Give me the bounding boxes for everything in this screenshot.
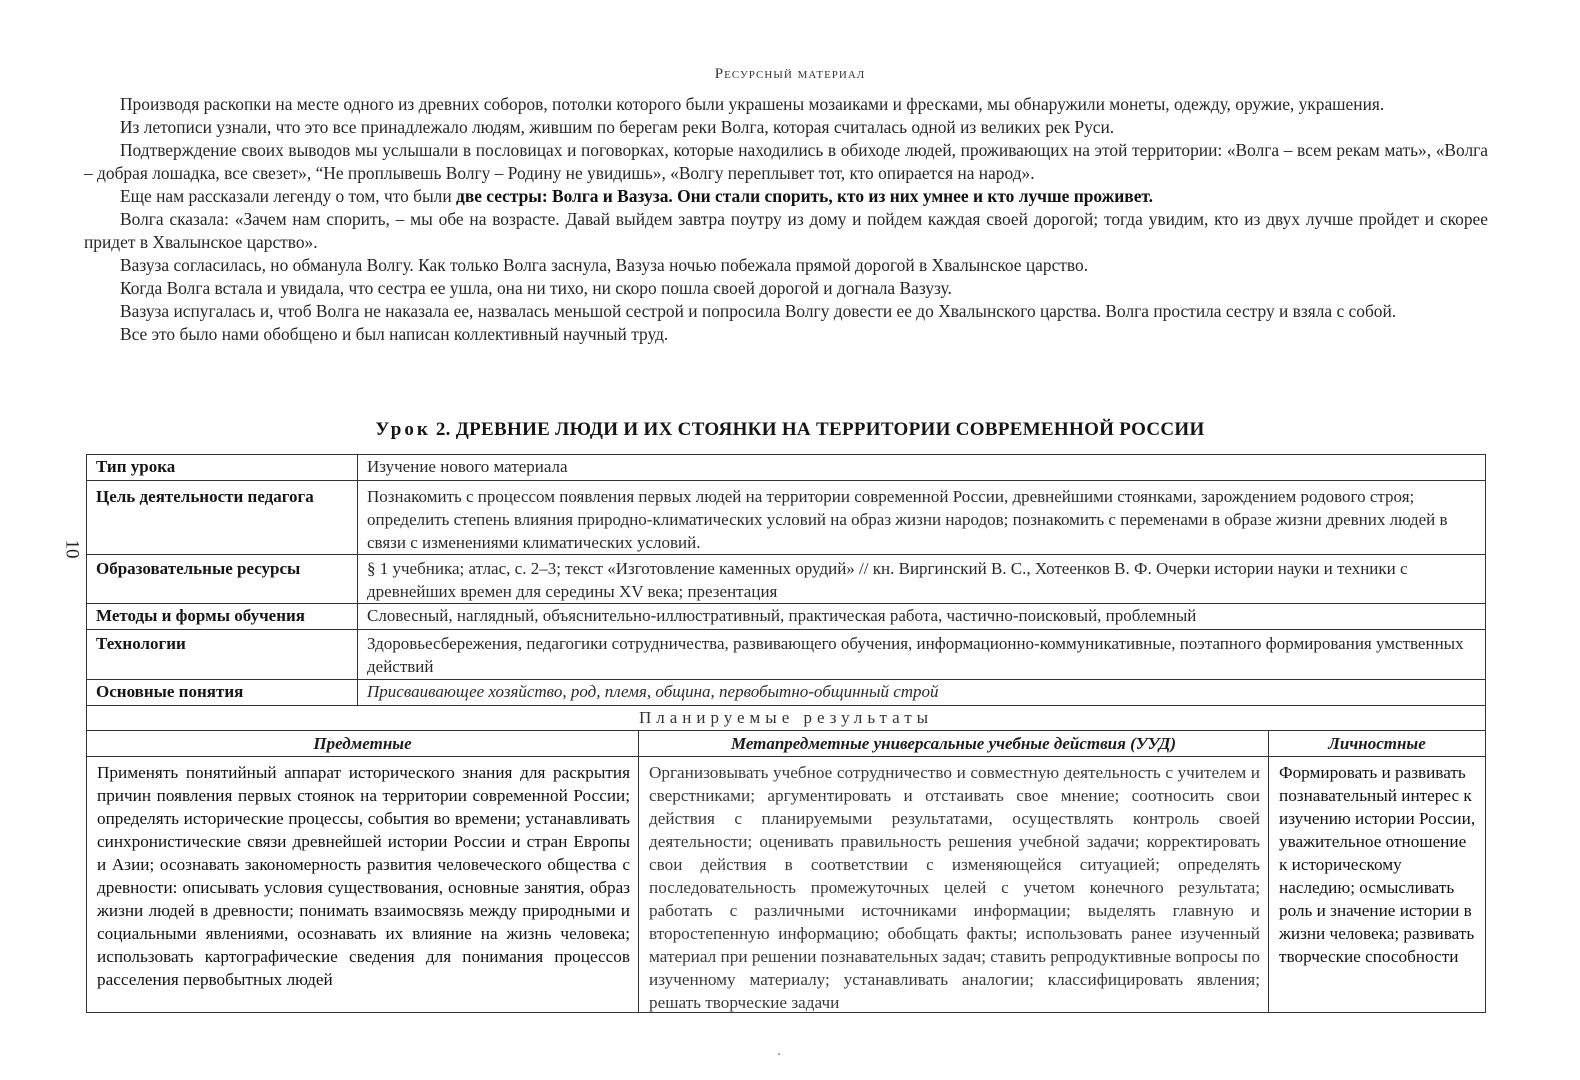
row-label: Методы и формы обучения xyxy=(87,604,358,630)
planned-results xyxy=(86,706,1486,1013)
legend-bold: две сестры: Волга и Вазуза. Они стали спорить, кто из них умнее и кто лучше проживет. xyxy=(456,186,1153,206)
row-label: Цель деятельности педагога xyxy=(87,481,358,555)
table-row xyxy=(87,630,1486,680)
lesson-title-main: 2. ДРЕВНИЕ ЛЮДИ И ИХ СТОЯНКИ НА ТЕРРИТОРИИ СОВРЕМЕННОЙ РОССИИ xyxy=(430,419,1205,440)
row-value: Словесный, наглядный, объяснительно-иллюстративный, практическая работа, частично-поисковый, проблемный xyxy=(358,604,1486,630)
row-value: Познакомить с процессом появления первых людей на территории современной России, древнейшими стоянками, зарождением родового строя; определить степень влияния природно-климатических условий на образ жизни народов; познакомить с переменами в образе жизни древних людей в связи с изменениями климатических условий. xyxy=(358,481,1486,555)
meta-results-heading: Метапредметные универсальные учебные действия (УУД) xyxy=(639,731,1268,757)
row-label: Тип урока xyxy=(87,455,358,481)
resource-paragraph: Все это было нами обобщено и был написан коллективный научный труд. xyxy=(120,324,669,344)
table-row xyxy=(87,680,1486,706)
legend-intro: Еще нам рассказали легенду о том, что были xyxy=(120,186,457,206)
resource-text xyxy=(84,93,1488,346)
planned-results-header: Планируемые результаты xyxy=(87,706,1485,731)
meta-results-text: Организовывать учебное сотрудничество и совместную деятельность с учителем и сверстниками; аргументировать и отстаивать свое мнение; соотносить свои действия с планируемыми результатами, осуществлять контроль своей деятельности; оценивать правильность решения учебной задачи; корректировать свои действия в соответствии с изменяющейся ситуацией; определять последовательность промежуточных целей с учетом конечного результата; работать с различными источниками информации; выделять главную и второстепенную информацию; обобщать факты; использовать ранее изученный материал при решении познавательных задач; ставить репродуктивные вопросы по изученному материалу; устанавливать аналогии; классифицировать явления; решать творческие задачи xyxy=(649,763,1260,1012)
row-label: Основные понятия xyxy=(87,680,358,706)
subject-results-text: Применять понятийный аппарат исторического знания для раскрытия причин появления первых стоянок на территории современной России; определять исторические процессы, события во времени; устанавливать синхронистические связи древнейшей истории России и стран Европы и Азии; осознавать закономерность развития человеческого общества с древности: описывать условия существования, основные занятия, образ жизни людей в древности; понимать взаимосвязь между природными и социальными явлениями, осознавать их влияние на жизнь человека; использовать картографические сведения для понимания процессов расселения первобытных людей xyxy=(97,763,630,989)
page-number: 10 xyxy=(61,539,83,559)
resource-title: Ресурсный материал xyxy=(714,66,866,82)
resource-paragraph: Производя раскопки на месте одного из древних соборов, потолки которого были украшены мозаиками и фресками, мы обнаружили монеты, одежду, оружие, украшения. xyxy=(120,94,1385,114)
row-value: Здоровьесбережения, педагогики сотрудничества, развивающего обучения, информационно-коммуникативные, поэтапного формирования умственных действий xyxy=(358,630,1486,680)
scan-speck xyxy=(778,1053,780,1055)
subject-results-heading: Предметные xyxy=(87,731,638,757)
personal-results-column xyxy=(1269,731,1485,1012)
resource-paragraph: Из летописи узнали, что это все принадлежало людям, жившим по берегам реки Волга, которая считалась одной из великих рек Руси. xyxy=(120,117,1115,137)
resource-paragraph-legend xyxy=(84,185,1488,208)
personal-results-heading: Личностные xyxy=(1269,731,1485,757)
table-row xyxy=(87,455,1486,481)
meta-results-column xyxy=(639,731,1269,1012)
resource-paragraph: Вазуза согласилась, но обманула Волгу. Как только Волга заснула, Вазуза ночью побежала прямой дорогой в Хвалынское царство. xyxy=(120,255,1089,275)
row-label: Образовательные ресурсы xyxy=(87,555,358,604)
table-row xyxy=(87,555,1486,604)
resource-paragraph: Волга сказала: «Зачем нам спорить, – мы обе на возрасте. Давай выйдем завтра поутру из дому и пойдем каждая своей дорогой; тогда увидим, кто из двух лучше пройдет и скорее придет в Хвалынское царство». xyxy=(84,209,1488,252)
resource-paragraph: Вазуза испугалась и, чтоб Волга не наказала ее, назвалась меньшой сестрой и попросила Волгу довести ее до Хвалынского царства. Волга простила сестру и взяла с собой. xyxy=(120,301,1397,321)
resource-paragraph: Подтверждение своих выводов мы услышали в пословицах и поговорках, которые находились в обиходе людей, проживающих на этой территории: «Волга – всем рекам мать», «Волга – добрая лошадка, все свезет», “Не проплывешь Волгу – Родину не увидишь», «Волгу переплывет тот, кто опирается на народ». xyxy=(84,140,1488,183)
row-value: Присваивающее хозяйство, род, племя, община, первобытно-общинный строй xyxy=(358,680,1486,706)
row-label: Технологии xyxy=(87,630,358,680)
resource-paragraph: Когда Волга встала и увидала, что сестра ее ушла, она ни тихо, ни скоро пошла своей дорогой и догнала Вазузу. xyxy=(120,278,952,298)
personal-results-text: Формировать и развивать познавательный интерес к изучению истории России, уважительное отношение к историческому наследию; осмысливать роль и значение истории в жизни человека; развивать творческие способности xyxy=(1279,763,1476,966)
subject-results-column xyxy=(87,731,639,1012)
lesson-info-table xyxy=(86,454,1486,706)
lesson-title-prefix: Урок xyxy=(375,419,431,440)
table-row xyxy=(87,604,1486,630)
row-value: Изучение нового материала xyxy=(358,455,1486,481)
lesson-title xyxy=(0,419,1580,441)
table-row xyxy=(87,481,1486,555)
row-value: § 1 учебника; атлас, с. 2–3; текст «Изготовление каменных орудий» // кн. Виргинский В. С., Хотеенков В. Ф. Очерки истории науки и техники с древнейших времен для середины XV века; презентация xyxy=(358,555,1486,604)
